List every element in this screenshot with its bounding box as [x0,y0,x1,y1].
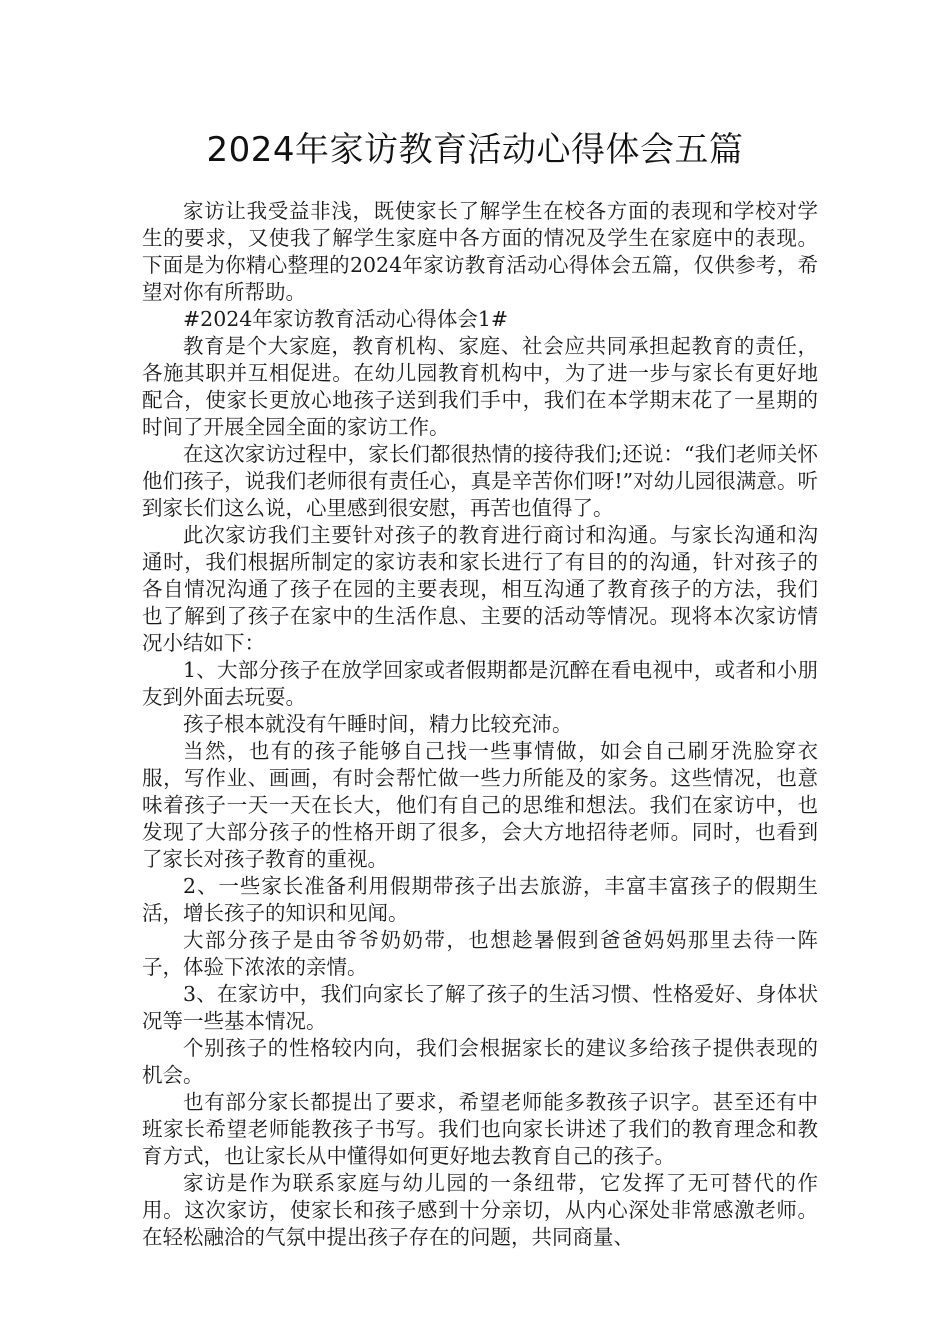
document-title: 2024年家访教育活动心得体会五篇 [206,130,744,170]
paragraph: 大部分孩子是由爷爷奶奶带，也想趁暑假到爸爸妈妈那里去待一阵子，体验下浓浓的亲情。 [142,928,818,979]
paragraph: 孩子根本就没有午睡时间，精力比较充沛。 [183,712,573,736]
paragraph: 当然，也有的孩子能够自己找一些事情做，如会自己刷牙洗脸穿衣服，写作业、画画，有时会帮忙做一些力所能及的家务。这些情况，也意味着孩子一天一天在长大，他们有自己的思维和想法。我们在家访中，也发现了大部分孩子的性格开朗了很多，会大方地招待老师。同时，也看到了家长对孩子教育的重视。 [142,739,818,871]
paragraph: 也有部分家长都提出了要求，希望老师能多教孩子识字。甚至还有中班家长希望老师能教孩子书写。我们也向家长讲述了我们的教育理念和教育方式，也让家长从中懂得如何更好地去教育自己的孩子。 [142,1090,818,1168]
paragraph-intro: 家访让我受益非浅，既使家长了解学生在校各方面的表现和学校对学生的要求，又使我了解学生家庭中各方面的情况及学生在家庭中的表现。下面是为你精心整理的2024年家访教育活动心得体会五篇，仅供参考，希望对你有所帮助。 [142,199,818,304]
paragraph: 3、在家访中，我们向家长了解了孩子的生活习惯、性格爱好、身体状况等一些基本情况。 [142,982,818,1033]
document-body [142,198,818,1251]
paragraph: 家访是作为联系家庭与幼儿园的一条纽带，它发挥了无可替代的作用。这次家访，使家长和孩子感到十分亲切，从内心深处非常感激老师。在轻松融洽的气氛中提出孩子存在的问题，共同商量、 [142,1171,818,1249]
paragraph: 此次家访我们主要针对孩子的教育进行商讨和沟通。与家长沟通和沟通时，我们根据所制定的家访表和家长进行了有目的的沟通，针对孩子的各自情况沟通了孩子在园的主要表现，相互沟通了教育孩子的方法，我们也了解到了孩子在家中的生活作息、主要的活动等情况。现将本次家访情况小结如下： [142,523,818,655]
paragraph: 教育是个大家庭，教育机构、家庭、社会应共同承担起教育的责任，各施其职并互相促进。在幼儿园教育机构中，为了进一步与家长有更好地配合，使家长更放心地孩子送到我们手中，我们在本学期末花了一星期的时间了开展全园全面的家访工作。 [142,334,818,439]
paragraph: 2、一些家长准备利用假期带孩子出去旅游，丰富丰富孩子的假期生活，增长孩子的知识和见闻。 [142,874,818,925]
section-heading: #2024年家访教育活动心得体会1# [183,307,509,331]
paragraph: 1、大部分孩子在放学回家或者假期都是沉醉在看电视中，或者和小朋友到外面去玩耍。 [142,658,818,709]
paragraph: 在这次家访过程中，家长们都很热情的接待我们;还说：“我们老师关怀他们孩子，说我们老师很有责任心，真是辛苦你们呀!”对幼儿园很满意。听到家长们这么说，心里感到很安慰，再苦也值得了。 [142,442,818,520]
paragraph: 个别孩子的性格较内向，我们会根据家长的建议多给孩子提供表现的机会。 [142,1036,818,1087]
